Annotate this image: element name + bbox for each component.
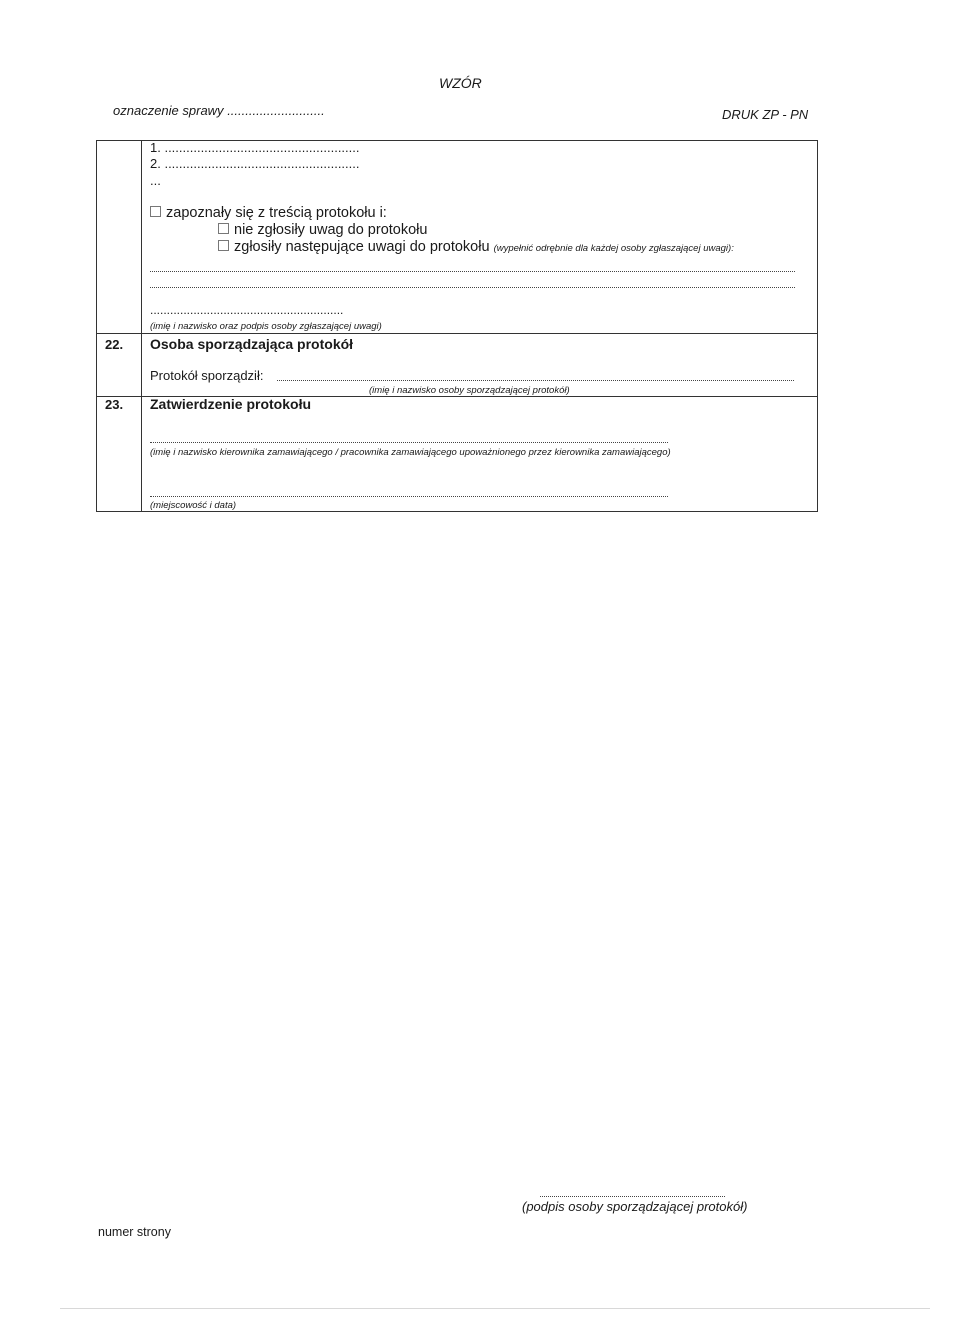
remarks-line-1[interactable]: [150, 271, 795, 272]
no-remarks-option: [218, 222, 427, 238]
place-date-caption: (miejscowość i data): [150, 500, 237, 511]
acquainted-label: zapoznały się z treścią protokołu i:: [166, 205, 387, 221]
preparer-signature-line[interactable]: [540, 1196, 725, 1197]
section-23-heading: Zatwierdzenie protokołu: [150, 396, 312, 412]
no-remarks-checkbox[interactable]: [218, 223, 229, 234]
prepared-by-caption: (imię i nazwisko osoby sporządzającej protokół): [369, 385, 570, 396]
approver-field[interactable]: [150, 442, 668, 443]
remarks-signature-dots: ..........................................................: [150, 303, 344, 317]
acquainted-checkbox[interactable]: [150, 206, 161, 217]
case-reference-dots: ...........................: [227, 103, 325, 118]
page-number-label: numer strony: [98, 1225, 171, 1239]
document-title: WZÓR: [439, 75, 482, 91]
preparer-signature-caption: (podpis osoby sporządzającej protokół): [522, 1199, 748, 1214]
row-divider-22: [97, 333, 817, 334]
remarks-option: [218, 239, 734, 255]
prepared-by-label: Protokół sporządził:: [150, 368, 264, 383]
person-item-2: 2. ......................................................: [150, 156, 360, 171]
remarks-signature-caption: (imię i nazwisko oraz podpis osoby zgłaszającej uwagi): [150, 321, 382, 332]
section-22-heading: Osoba sporządzająca protokół: [150, 336, 354, 352]
person-item-1: 1. ......................................................: [150, 140, 360, 155]
section-23-number: 23.: [105, 397, 124, 412]
approver-caption: (imię i nazwisko kierownika zamawiającego / pracownika zamawiającego upoważnionego przez kierownika zamawiającego): [150, 447, 671, 458]
bottom-rule: [60, 1308, 930, 1309]
case-reference-label: oznaczenie sprawy: [113, 103, 224, 118]
column-divider: [141, 141, 142, 511]
place-date-field[interactable]: [150, 496, 668, 497]
acquainted-option: [150, 205, 387, 221]
section-22-number: 22.: [105, 337, 124, 352]
remarks-note: (wypełnić odrębnie dla każdej osoby zgłaszającej uwagi):: [493, 243, 734, 254]
no-remarks-label: nie zgłosiły uwag do protokołu: [234, 222, 428, 238]
prepared-by-field[interactable]: [277, 380, 794, 381]
form-table: [96, 140, 818, 512]
form-code: DRUK ZP - PN: [722, 107, 809, 122]
remarks-line-2[interactable]: [150, 287, 795, 288]
remarks-label: zgłosiły następujące uwagi do protokołu: [234, 239, 490, 255]
person-item-more: ...: [150, 173, 161, 188]
case-reference: [113, 103, 325, 118]
remarks-checkbox[interactable]: [218, 240, 229, 251]
